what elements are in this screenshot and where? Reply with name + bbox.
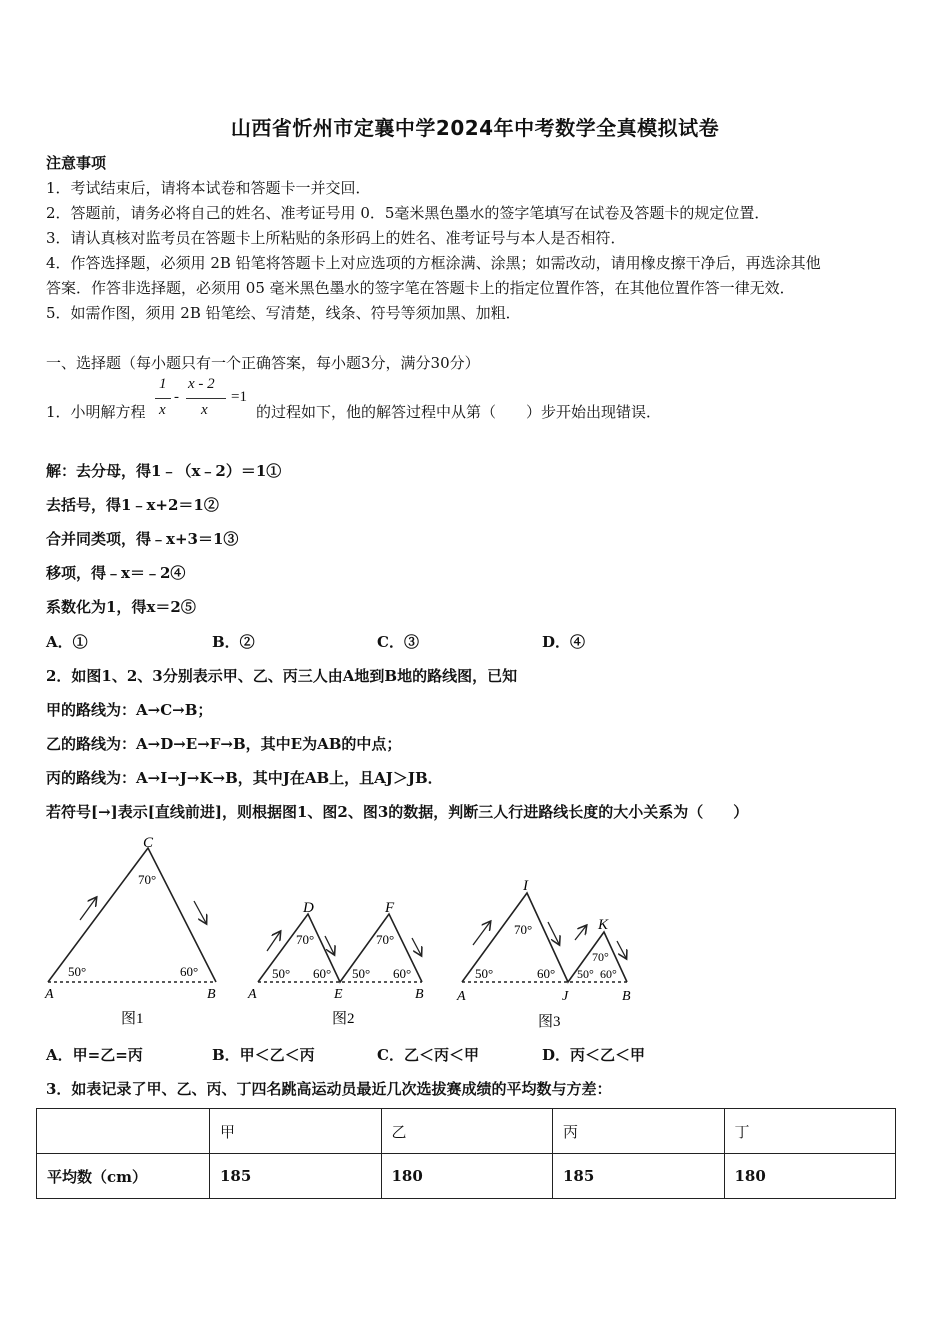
angle-right: 60° bbox=[393, 966, 412, 981]
notice-item: 3．请认真核对监考员在答题卡上所粘贴的条形码上的姓名、准考证号与本人是否相符． bbox=[46, 229, 626, 247]
label-e: E bbox=[334, 987, 343, 1002]
table-header-row bbox=[37, 1109, 896, 1154]
table-header-cell: 乙 bbox=[381, 1109, 553, 1154]
caption: 图1 bbox=[121, 1011, 144, 1027]
label-a: A bbox=[248, 987, 257, 1002]
table-cell: 平均数（cm） bbox=[37, 1154, 210, 1199]
q1-step: 系数化为1，得x＝2⑤ bbox=[46, 598, 196, 616]
arrow-down bbox=[412, 938, 421, 955]
notice-heading: 注意事项 bbox=[46, 154, 107, 172]
angle-top: 70° bbox=[514, 922, 533, 937]
table-cell: 185 bbox=[553, 1154, 725, 1199]
table-row bbox=[37, 1154, 896, 1199]
figure-3 bbox=[456, 878, 631, 1030]
q1-step: 移项，得﹣x＝﹣2④ bbox=[46, 564, 186, 582]
table-header-cell: 丙 bbox=[553, 1109, 725, 1154]
label-b: B bbox=[622, 989, 631, 1004]
q2-line: 丙的路线为：A→I→J→K→B，其中J在AB上，且AJ＞JB． bbox=[46, 769, 443, 787]
q1-step: 解：去分母，得1﹣（x﹣2）＝1① bbox=[46, 462, 282, 480]
q1-option-b[interactable]: B．② bbox=[212, 633, 255, 651]
notice-item: 1．考试结束后，请将本试卷和答题卡一并交回． bbox=[46, 179, 371, 197]
notice-item: 4．作答选择题，必须用 2B 铅笔将答题卡上对应选项的方框涂满、涂黑；如需改动，请用橡皮擦干净后，再选涂其他 bbox=[46, 254, 821, 272]
angle-left: 50° bbox=[68, 964, 87, 979]
caption: 图3 bbox=[538, 1014, 561, 1030]
angle-left: 50° bbox=[352, 966, 371, 981]
table-cell: 180 bbox=[724, 1154, 896, 1199]
label-c: C bbox=[143, 835, 154, 851]
frac2-numerator: x - 2 bbox=[188, 376, 215, 392]
notice-item: 答案．作答非选择题，必须用 05 毫米黑色墨水的签字笔在答题卡上的指定位置作答，在其他位置作答一律无效． bbox=[46, 279, 795, 297]
arrow-up bbox=[575, 926, 586, 940]
angle-right: 60° bbox=[180, 964, 199, 979]
q1-option-c[interactable]: C．③ bbox=[377, 633, 419, 651]
q1-suffix: 的过程如下，他的解答过程中从第（ ）步开始出现错误． bbox=[256, 403, 662, 421]
label-b: B bbox=[207, 987, 216, 1002]
scores-table bbox=[36, 1108, 896, 1199]
arrow-down bbox=[194, 901, 206, 923]
q1-option-a[interactable]: A．① bbox=[46, 633, 88, 651]
label-j: J bbox=[562, 989, 569, 1004]
equals-one: =1 bbox=[231, 389, 247, 405]
angle-left: 50° bbox=[577, 967, 594, 981]
arrow-up bbox=[473, 922, 490, 945]
table-header-cell bbox=[37, 1109, 210, 1154]
q3-text: 3．如表记录了甲、乙、丙、丁四名跳高运动员最近几次选拔赛成绩的平均数与方差： bbox=[46, 1080, 612, 1098]
table-header-cell: 丁 bbox=[724, 1109, 896, 1154]
q1-prefix: 1．小明解方程 bbox=[46, 403, 146, 421]
frac1-bar bbox=[155, 398, 171, 399]
angle-right: 60° bbox=[600, 967, 617, 981]
angle-top: 70° bbox=[296, 932, 315, 947]
frac2-bar bbox=[186, 398, 226, 399]
q2-option-c[interactable]: C．乙＜丙＜甲 bbox=[377, 1046, 479, 1064]
caption: 图2 bbox=[332, 1011, 355, 1027]
arrow-up bbox=[267, 932, 280, 951]
label-i: I bbox=[523, 878, 528, 894]
q2-line: 2．如图1、2、3分别表示甲、乙、丙三人由A地到B地的路线图，已知 bbox=[46, 667, 518, 685]
angle-top: 70° bbox=[592, 950, 609, 964]
q2-line: 甲的路线为：A→C→B； bbox=[46, 701, 213, 719]
label-f: F bbox=[385, 900, 395, 916]
q1-step: 去括号，得1﹣x+2＝1② bbox=[46, 496, 219, 514]
section-heading: 一、选择题（每小题只有一个正确答案，每小题3分，满分30分） bbox=[46, 354, 480, 372]
figure-1 bbox=[44, 835, 216, 1027]
figure-2 bbox=[247, 900, 424, 1027]
route-figures bbox=[0, 828, 950, 1038]
notice-item: 2．答题前，请务必将自己的姓名、准考证号用 0．5毫米黑色墨水的签字笔填写在试卷及答题卡的规定位置． bbox=[46, 204, 770, 222]
table-cell: 185 bbox=[210, 1154, 382, 1199]
angle-top: 70° bbox=[138, 872, 157, 887]
angle-right: 60° bbox=[313, 966, 332, 981]
page-title: 山西省忻州市定襄中学2024年中考数学全真模拟试卷 bbox=[230, 116, 720, 140]
arrow-up bbox=[80, 898, 96, 920]
notice-item: 5．如需作图，须用 2B 铅笔绘、写清楚，线条、符号等须加黑、加粗． bbox=[46, 304, 521, 322]
q1-step: 合并同类项，得﹣x+3＝1③ bbox=[46, 530, 239, 548]
arrow-down bbox=[617, 941, 626, 958]
frac2-denominator: x bbox=[201, 402, 208, 418]
q2-line: 若符号[→]表示[直线前进]，则根据图1、图2、图3的数据，判断三人行进路线长度的大小关系为（ ） bbox=[46, 803, 749, 821]
angle-top: 70° bbox=[376, 932, 395, 947]
route-acb bbox=[48, 848, 216, 982]
label-a: A bbox=[457, 989, 466, 1004]
frac1-numerator: 1 bbox=[159, 376, 167, 392]
minus-sign: - bbox=[174, 389, 179, 405]
angle-right: 60° bbox=[537, 966, 556, 981]
frac1-denominator: x bbox=[159, 402, 166, 418]
label-d: D bbox=[303, 900, 314, 916]
label-b: B bbox=[415, 987, 424, 1002]
table-cell: 180 bbox=[381, 1154, 553, 1199]
q2-option-b[interactable]: B．甲＜乙＜丙 bbox=[212, 1046, 315, 1064]
q2-option-d[interactable]: D．丙＜乙＜甲 bbox=[542, 1046, 646, 1064]
label-a: A bbox=[45, 987, 54, 1002]
q1-option-d[interactable]: D．④ bbox=[542, 633, 586, 651]
angle-left: 50° bbox=[475, 966, 494, 981]
angle-left: 50° bbox=[272, 966, 291, 981]
q2-line: 乙的路线为：A→D→E→F→B，其中E为AB的中点； bbox=[46, 735, 402, 753]
table-header-cell: 甲 bbox=[210, 1109, 382, 1154]
q2-option-a[interactable]: A．甲=乙=丙 bbox=[46, 1046, 143, 1064]
label-k: K bbox=[598, 917, 609, 933]
